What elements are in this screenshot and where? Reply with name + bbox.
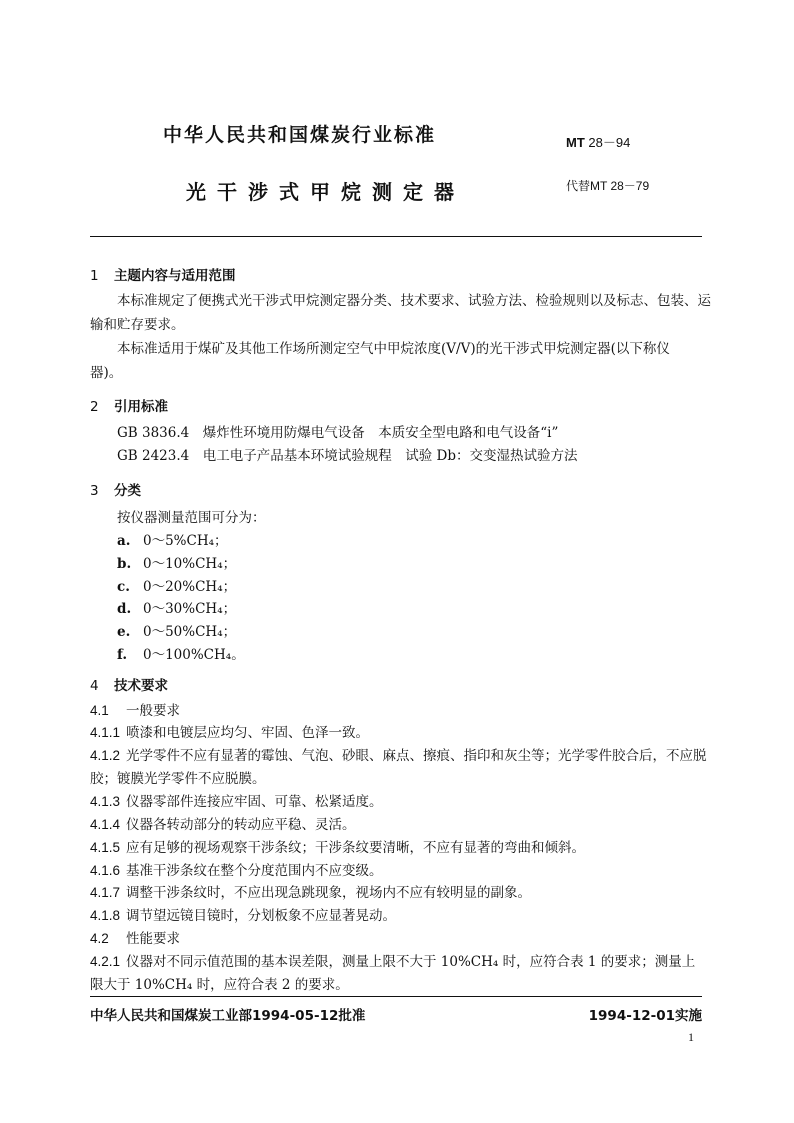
section-3-heading (90, 479, 141, 499)
clause-number: 4.1.6 (90, 863, 121, 878)
clause-text: 调整干涉条纹时，不应出现急跳现象，视场内不应有较明显的副象。 (126, 885, 531, 901)
s1-para2-line2: 器)。 (90, 365, 123, 381)
clause-4-1-5 (90, 837, 585, 859)
s1-para1-line1: 本标准规定了便携式光干涉式甲烷测定器分类、技术要求、试验方法、检验规则以及标志、包装、运 (117, 293, 711, 309)
standard-code-prefix: MT (566, 135, 585, 150)
section-number: 1 (90, 268, 99, 284)
item-text: 0～30%CH₄； (143, 601, 237, 617)
clause-number: 4.2 (90, 931, 109, 946)
section-title: 引用标准 (114, 399, 168, 415)
clause-text: 仪器零部件连接应牢固、可靠、松紧适度。 (126, 794, 383, 810)
clause-4-2-1 (90, 951, 695, 973)
clause-text: 应有足够的视场观察干涉条纹；干涉条纹要清晰，不应有显著的弯曲和倾斜。 (126, 840, 585, 856)
item-label: d. (117, 601, 132, 617)
clause-text: 仪器各转动部分的转动应平稳、灵活。 (126, 817, 356, 833)
clause-4-1-3 (90, 791, 383, 813)
s1-para2-line1: 本标准适用于煤矿及其他工作场所测定空气中甲烷浓度(V/V)的光干涉式甲烷测定器(以下称仪 (117, 341, 670, 357)
clause-number: 4.1.4 (90, 817, 121, 832)
clause-text: 一般要求 (126, 703, 180, 719)
item-label: a. (117, 533, 131, 549)
item-text: 0～20%CH₄； (143, 579, 237, 595)
reference-gb2423: GB 2423.4 电工电子产品基本环境试验规程 试验 Db：交变湿热试验方法 (117, 448, 578, 464)
header-divider (90, 236, 702, 237)
clause-text: 基准干涉条纹在整个分度范围内不应变级。 (126, 863, 383, 879)
item-label: e. (117, 624, 131, 640)
section-title: 分类 (114, 483, 141, 499)
section-4-heading (90, 674, 168, 694)
clause-text: 仪器对不同示值范围的基本误差限，测量上限不大于 10%CH₄ 时，应符合表 1 的要求；测量上 (126, 954, 696, 970)
clause-4-1 (90, 700, 180, 722)
item-text: 0～5%CH₄； (143, 533, 228, 549)
page-number: 1 (688, 1030, 694, 1044)
clause-text: 调节望远镜目镜时，分划板象不应显著晃动。 (126, 908, 396, 924)
clause-4-2 (90, 928, 180, 950)
clause-number: 4.1 (90, 703, 109, 718)
effective-date: 1994-12-01实施 (588, 1008, 702, 1024)
clause-4-1-2-cont: 胶；镀膜光学零件不应脱膜。 (90, 771, 266, 787)
s1-para1-line2: 输和贮存要求。 (90, 317, 185, 333)
clause-4-1-8 (90, 905, 396, 927)
item-text: 0～10%CH₄； (143, 556, 237, 572)
clause-number: 4.1.8 (90, 908, 121, 923)
org-title: 中华人民共和国煤炭行业标准 (163, 124, 437, 146)
clause-number: 4.1.3 (90, 794, 121, 809)
section-number: 2 (90, 399, 99, 415)
classification-item (117, 576, 236, 598)
classification-item (117, 530, 228, 552)
item-label: c. (117, 579, 130, 595)
clause-4-1-2 (90, 745, 707, 767)
classification-intro: 按仪器测量范围可分为： (117, 510, 266, 526)
clause-4-1-6 (90, 860, 383, 882)
classification-item (117, 553, 236, 575)
approval-line: 中华人民共和国煤炭工业部1994-05-12批准 (90, 1008, 366, 1024)
clause-text: 喷漆和电镀层应均匀、牢固、色泽一致。 (126, 725, 369, 741)
classification-item (117, 644, 245, 666)
section-title: 主题内容与适用范围 (114, 268, 236, 284)
reference-gb3836: GB 3836.4 爆炸性环境用防爆电气设备 本质安全型电路和电气设备“i” (117, 425, 559, 441)
footer-divider (90, 996, 702, 997)
section-number: 4 (90, 678, 99, 694)
clause-4-2-1-cont: 限大于 10%CH₄ 时，应符合表 2 的要求。 (90, 977, 349, 993)
section-number: 3 (90, 483, 99, 499)
clause-4-1-7 (90, 882, 531, 904)
doc-title: 光干涉式甲烷测定器 (186, 180, 465, 204)
clause-number: 4.1.5 (90, 840, 121, 855)
clause-text: 性能要求 (126, 931, 180, 947)
item-text: 0～100%CH₄。 (143, 647, 245, 663)
section-title: 技术要求 (114, 678, 168, 694)
clause-text: 光学零件不应有显著的霉蚀、气泡、砂眼、麻点、擦痕、指印和灰尘等；光学零件胶合后，不应脱 (126, 748, 707, 764)
item-label: b. (117, 556, 132, 572)
standard-code (566, 132, 630, 151)
clause-number: 4.1.7 (90, 885, 121, 900)
clause-number: 4.1.1 (90, 725, 121, 740)
classification-item (117, 598, 236, 620)
section-2-heading (90, 395, 168, 415)
section-1-heading (90, 264, 236, 284)
item-label: f. (117, 647, 128, 663)
replaces-note: 代替MT 28－79 (566, 179, 650, 193)
item-text: 0～50%CH₄； (143, 624, 237, 640)
clause-number: 4.2.1 (90, 954, 121, 969)
classification-item (117, 621, 236, 643)
clause-4-1-4 (90, 814, 356, 836)
clause-4-1-1 (90, 722, 369, 744)
standard-code-number: 28－94 (588, 135, 631, 150)
clause-number: 4.1.2 (90, 748, 121, 763)
